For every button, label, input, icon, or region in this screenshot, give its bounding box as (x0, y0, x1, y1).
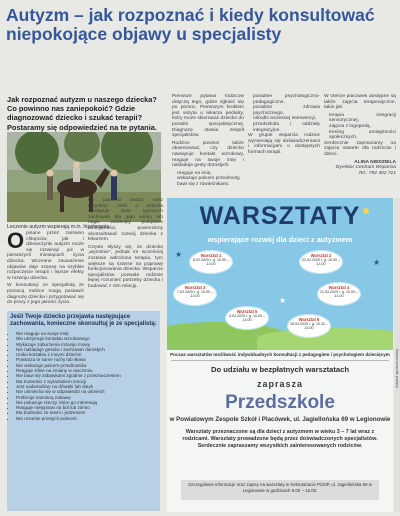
article-column-5 (324, 94, 396, 194)
warning-sign-item: • Ma trudności ze snem i jedzeniem (16, 410, 157, 415)
warning-signs-box (7, 311, 160, 511)
column-4-list (248, 94, 320, 133)
signature-role: Dyrektor Centrum Wsparcia (335, 165, 396, 171)
warning-sign-item: • Powtarza te same ruchy lub słowa (16, 357, 157, 362)
star-icon: ★ (373, 258, 381, 267)
workshop-cloud (317, 282, 361, 306)
workshop-time: g. 10.00 – 13.00 (304, 322, 328, 331)
list-item: • wskazuje palcem przedmioty, (177, 176, 244, 182)
ad-headline: WARSZTATY (199, 202, 361, 230)
article-column-1 (7, 231, 84, 309)
workshop-date: 22.02.2020 r. (302, 258, 323, 263)
warning-sign-item: • Jest nadwrażliwy na dźwięki lub dotyk (16, 384, 157, 389)
column-2-paragraph-2: Często słyszy się, że dziecko „wyrośnie”, jednak im wcześniej zostanie wdrożona terapia, tym większe są szanse na poprawę funkcjonowania dziecka. Wsparcie specjalistów pozwala rodzinie lepiej rozumieć potrzeby dziecka i budować z nim relację. (88, 244, 163, 289)
workshop-date: 18.04.2020 r. (290, 322, 311, 327)
list-item: • bawi się z rówieśnikami. (177, 182, 244, 188)
list-item: • zajęcia z logopedą, (329, 124, 396, 130)
warning-sign-item: • Nie pokazuje rzeczy, które go interesują (16, 400, 157, 405)
article-column-3 (172, 94, 244, 194)
article-column-4 (248, 94, 320, 194)
workshop-date: 4.04.2020 r. (229, 314, 248, 319)
warning-sign-item: • Nie reaguje na swoje imię (16, 331, 157, 336)
column-5-paragraph: W ofercie placówek dostępne są także zajęcia terapeutyczne, takie jak: (324, 94, 396, 111)
divider (171, 360, 389, 361)
warning-sign-item: • Nie rozumie prostych poleceń (16, 416, 157, 421)
workshop-time: g. 10.00 – 13.00 (206, 258, 229, 267)
workshop-cloud (173, 282, 217, 306)
list-item: • trening umiejętności społecznych. (329, 130, 396, 141)
invite-word: zaprasza (256, 379, 304, 389)
workshop-date: 21.03.2020 r. (320, 290, 341, 295)
warning-sign-item: • Nie wskazuje palcem przedmiotów (16, 363, 157, 368)
workshop-title: Warsztat 2 (310, 253, 332, 258)
column-1-paragraph: pisane przez zarówno chłopców, jak i dziewczynki autyzm może się rozwinąć już w pierwszych miesiącach życia dziecka. Wczesne zauważenie objawów daje szansę na szybkie rozpoczęcie terapii i lepsze efekty w rozwoju dziecka. (7, 231, 84, 281)
column-4-paragraph: W grupie wsparcia rodzice wymieniają się doświadczeniami i informacjami o dostępnych formach terapii. (248, 133, 320, 155)
warning-sign-item: • Ma trudności z wyrażaniem emocji (16, 379, 157, 384)
workshop-cloud (299, 250, 343, 274)
workshop-date: 8.02.2020 r. (193, 258, 212, 263)
school-name: Przedszkole (225, 392, 335, 413)
sponsored-note: Artykuł sponsorowany (394, 348, 399, 388)
workshop-cloud (225, 306, 269, 330)
list-item: • terapia integracji sensorycznej, (329, 113, 396, 124)
column-2-paragraph: Co powinno budzić nasz niepokój? Jeśli u dziecka występuje brak typowych zachowań dla jego wieku lub nagle zaniknęły pożądane umiejętności, powinniśmy skonsultować rozwój dziecka z lekarzem. (88, 198, 163, 243)
warning-sign-item: • Nie naśladuje gestów i zachowań dorosłych (16, 347, 157, 352)
column-3-list (172, 171, 244, 188)
workshop-cloud (189, 250, 233, 274)
ad-header-illustration (167, 198, 393, 350)
photo-caption: Leczenie autyzm wspierają m.in. hipoterapia. (7, 224, 111, 230)
signature (324, 160, 396, 177)
invite-line: Do udziału w bezpłatnych warsztatach (211, 365, 349, 374)
workshop-time: g. 10.00 – 13.00 (242, 314, 265, 323)
list-item: • reaguje na imię, (177, 171, 244, 177)
warning-signs-list (10, 331, 157, 421)
workshop-time: g. 10.00 – 13.00 (190, 290, 213, 299)
list-item: • przedszkola i oddziały integracyjne. (253, 122, 320, 133)
star-icon: ★ (279, 296, 287, 305)
list-item: • poradnie psychologiczno-pedagogiczne, (253, 94, 320, 105)
workshop-date: 7.03.2020 r. (177, 290, 196, 295)
ad-footer: Szczegółowe informacje oraz zapisy na warsztaty w Sekretariacie PZSiP, ul. Jagiellońska 69 w Legionowie w godzinach 8.00 – 15.00. (181, 480, 379, 500)
column-5-list (324, 113, 396, 141)
workshop-time: g. 10.00 – 13.00 (316, 258, 340, 267)
list-item: • ośrodki wczesnej interwencji, (253, 116, 320, 122)
workshop-title: Warsztat 6 (298, 317, 320, 322)
warning-sign-item: • Unika kontaktu z innymi dziećmi (16, 352, 157, 357)
column-3-paragraph: Pierwsze pytania rodziców dotyczą tego, gdzie zgłosić się po pomoc. Pierwszym krokiem jest wizyta u lekarza pediatry, który może skierować dziecko do poradni specjalistycznej. Diagnozę stawia zespół specjalistów. (172, 94, 244, 139)
warning-sign-item: • Wykazuje zaburzenia rozwoju mowy (16, 342, 157, 347)
ad-caption: Poczas warsztatów możliwość indywidualnych konsultacji z pedagogiem i psychologiem dziecięcym (170, 352, 390, 357)
warning-sign-item: • Nie uśmiecha się w odpowiedzi na uśmiech (16, 389, 157, 394)
warning-sign-item: • Reaguje nietypowo na ból lub zimno (16, 405, 157, 410)
signature-phone: Tel.: 792 402 721 (358, 170, 396, 176)
list-item: • poradnie zdrowia psychicznego, (253, 105, 320, 116)
workshop-title: Warsztat 3 (184, 285, 206, 290)
article-title: Autyzm – jak rozpoznać i kiedy konsultować niepokojące objawy u specjalisty (6, 5, 375, 44)
workshop-advertisement (167, 198, 393, 512)
article-lead: Jak rozpoznać autyzm u naszego dziecka? Co powinno nas zaniepokoić? Gdzie diagnozować dziecko i szukać terapii? Postaramy się odpowiedzieć na te pytania. (7, 95, 157, 132)
ad-body-text: Warsztaty przeznaczone są dla dzieci z autyzmem w wieku 3 – 7 lat wraz z rodzicami. Warsztaty prowadzone będą przez doświadczonych specjalistów. Serdecznie zapraszamy wszystkich zainteresowanych rodziców. (182, 429, 378, 449)
school-address: w Powiatowym Zespole Szkół i Placówek, ul. Jagiellońska 69 w Legionowie (169, 416, 391, 423)
workshop-time: g. 10.00 – 13.00 (334, 290, 358, 299)
warning-sign-item: • Reaguje silnie na zmiany w otoczeniu (16, 368, 157, 373)
warning-sign-item: • Nie bawi się zabawkami zgodnie z przeznaczeniem (16, 373, 157, 378)
warning-sign-item: • Nie utrzymuje kontaktu wzrokowego (16, 336, 157, 341)
workshop-title: Warsztat 4 (328, 285, 350, 290)
ad-subheadline: wspierające rozwój dla dzieci z autyzmem (207, 235, 353, 244)
warning-sign-item: • Preferuje samotną zabawę (16, 395, 157, 400)
column-5-paragraph-2: Serdecznie zapraszamy na zajęcia otwarte dla rodziców i dzieci. (324, 140, 396, 157)
column-3-paragraph-2: Rodzice powinni także obserwować, czy dziecko nawiązuje kontakt wzrokowy, reaguje na swoje imię i naśladuje gesty dorosłych. (172, 140, 244, 169)
side-strip (394, 198, 400, 512)
article-column-2 (88, 198, 163, 310)
workshop-cloud (287, 314, 331, 338)
workshop-title: Warsztat 1 (200, 253, 222, 258)
star-icon: ★ (175, 250, 183, 259)
column-1-paragraph-2: W konsultacji ze specjalistą ze pomocą rodzice mogą postawić diagnozę dziecka i przygotować się do pracy z jego jakości życia. (7, 283, 84, 306)
drop-cap: O (7, 231, 25, 253)
warning-box-title: Jeśli Twoje dziecko przejawia następujące zachowania, konieczne skonsultuj je ze specjalistą: (10, 314, 157, 327)
workshop-title: Warsztat 5 (236, 309, 258, 314)
signature-name: ALINA NIEDZIELA (354, 159, 396, 165)
